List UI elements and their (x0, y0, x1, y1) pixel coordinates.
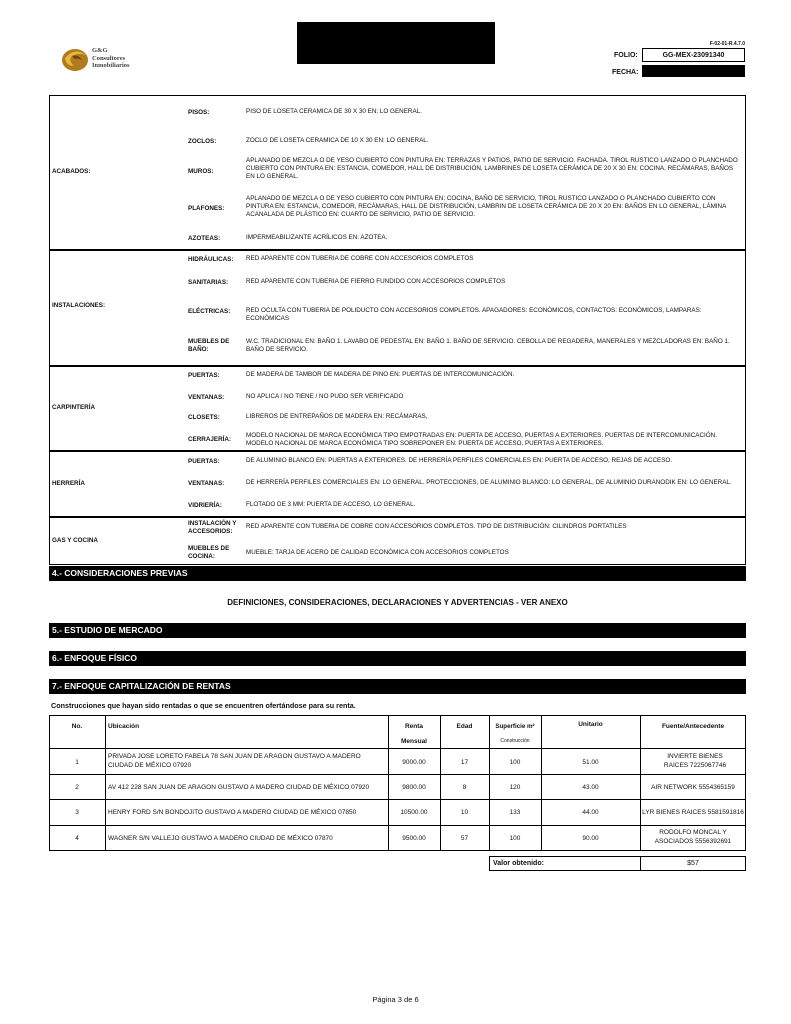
row-unitario: 43.00 (582, 784, 599, 791)
header-unitario: Unitario (578, 721, 603, 728)
row-fuente: AIR NETWORK 5554365159 (651, 784, 735, 791)
label-muebles-bano: MUEBLES DE BAÑO: (188, 338, 230, 353)
value-muros: APLANADO DE MEZCLA O DE YESO CUBIERTO CON PINTURA EN: TERRAZAS Y PATIOS, PATIO DE SERVICIO. FACHADA. TIROL RUSTICO LANZADO O PLANCHADO CUBIERTO CON PINTURA EN: ESTANCIA, COMEDOR, HALL DE DISTRIBUCIÓN, LAMBRINES DE LOSETA CERÁMICA DE 20 X 30 EN: COCINA, RECÁMARAS, BAÑOS EN LO GENERAL. (246, 157, 738, 180)
carpinteria-title: CARPINTERÍA (52, 404, 96, 411)
row-edad: 8 (462, 784, 467, 791)
header-no: No. (71, 723, 83, 730)
label-hidraulicas: HIDRÁULICAS: (188, 256, 234, 263)
label-ventanas-carp: VENTANAS: (188, 394, 225, 401)
section-7-bar: 7.- ENFOQUE CAPITALIZACIÓN DE RENTAS (49, 679, 746, 694)
row-ubicacion: PRIVADA JOSE LORETO FABELA 78 SAN JUAN DE ARAGON GUSTAVO A MADERO CIUDAD DE MÉXICO 07920 (108, 753, 361, 769)
header-superficie: Superficie m² (495, 723, 535, 730)
row-superficie: 100 (509, 759, 521, 766)
row-fuente: RODOLFO MONCAL Y ASOCIADOS 5556392691 (654, 829, 732, 845)
value-azoteas: IMPERMEABILIZANTE ACRÍLICOS EN: AZOTEA. (246, 234, 388, 241)
row-superficie: 120 (509, 784, 521, 791)
value-plafones: APLANADO DE MEZCLA O DE YESO CUBIERTO CON PINTURA EN: COCINA, BAÑO DE SERVICIO, TIROL RUSTICO LANZADO O PLANCHADO CUBIERTO CON PINTURA EN: ESTANCIA, COMEDOR, RECÁMARAS, HALL DE DISTRIBUCIÓN, LAMBRIN DE LOSETA CERÁMICA DE 20 X 20 EN: BAÑOS EN LO GENERAL, LÁMINA ACANALADA DE PLÁSTICO EN: CUARTO DE SERVICIO, PATIO DE SERVICIO. (246, 195, 726, 218)
redacted-title-box (297, 22, 495, 64)
header-renta-mensual: Mensual (400, 738, 427, 745)
label-puertas-carp: PUERTAS: (188, 372, 220, 379)
row-renta: 10500.00 (400, 809, 428, 816)
logo-line-1: G&G (92, 47, 108, 54)
value-puertas-herr: DE ALUMINIO BLANCO EN: PUERTAS A EXTERIORES. DE HERRERÍA PERFILES COMERCIALES EN: PUERTA DE ACCESO, REJAS DE ACCESO. (246, 457, 673, 464)
herreria-title: HERRERÍA (52, 480, 85, 487)
row-renta: 9000.00 (402, 759, 426, 766)
value-sanitarias: RED APARENTE CON TUBERIA DE FIERRO FUNDIDO CON ACCESORIOS COMPLETOS (246, 278, 506, 285)
header-renta: Renta (404, 723, 424, 730)
value-instalacion-accesorios: RED APARENTE CON TUBERIA DE COBRE CON ACCESORIOS COMPLETOS. TIPO DE DISTRIBUCIÓN: CILINDROS PORTATILES (246, 523, 627, 530)
form-code: F-02-01-R.4.7.0 (709, 41, 745, 47)
logo-icon (60, 44, 90, 74)
row-unitario: 44.00 (582, 809, 599, 816)
value-vidrieria: FLOTADO DE 3 MM: PUERTA DE ACCESO, LO GENERAL. (246, 501, 416, 508)
section-4-bar: 4.- CONSIDERACIONES PREVIAS (49, 566, 746, 581)
row-no: 4 (75, 835, 79, 842)
header-construccion: Construcción (500, 738, 530, 744)
valor-obtenido-label: Valor obtenido: (493, 860, 544, 867)
label-pisos: PISOS: (188, 109, 210, 116)
section-5-bar: 5.- ESTUDIO DE MERCADO (49, 623, 746, 638)
value-pisos: PISO DE LOSETA CERAMICA DE 30 X 30 EN: LO GENERAL. (246, 108, 422, 115)
label-azoteas: AZOTEAS: (188, 235, 221, 242)
folio-label: FOLIO: (614, 52, 638, 59)
label-closets: CLOSETS: (188, 414, 220, 421)
value-muebles-cocina: MUEBLE: TARJA DE ACERO DE CALIDAD ECONÓMICA CON ACCESORIOS COMPLETOS (246, 549, 509, 556)
row-no: 1 (75, 759, 79, 766)
row-superficie: 133 (509, 809, 521, 816)
row-ubicacion: AV 412 228 SAN JUAN DE ARAGON GUSTAVO A MADERO CIUDAD DE MÉXICO 07920 (108, 784, 370, 791)
label-vidrieria: VIDRIERÍA: (188, 502, 222, 509)
valor-obtenido-value: $57 (687, 860, 699, 867)
row-edad: 17 (460, 759, 469, 766)
label-plafones: PLAFONES: (188, 205, 225, 212)
label-puertas-herr: PUERTAS: (188, 458, 220, 465)
label-electricas: ELÉCTRICAS: (188, 308, 231, 315)
label-sanitarias: SANITARIAS: (188, 279, 229, 286)
gas-title: GAS Y COCINA (52, 537, 98, 544)
acabados-title: ACABADOS: (52, 168, 91, 175)
section-7-subtitle: Construcciones que hayan sido rentadas o que se encuentren ofertándose para su renta. (51, 701, 356, 710)
value-ventanas-carp: NO APLICA / NO TIENE / NO PUDO SER VERIFICADO (246, 393, 404, 400)
section-6-bar: 6.- ENFOQUE FÍSICO (49, 651, 746, 666)
page-number: Página 3 de 6 (372, 995, 419, 1004)
value-hidraulicas: RED APARENTE CON TUBERIA DE COBRE CON ACCESORIOS COMPLETOS (246, 255, 474, 262)
row-fuente: LYR BIENES RAICES 5581591816 (642, 809, 744, 816)
row-no: 2 (75, 784, 79, 791)
row-ubicacion: HENRY FORD S/N BONDOJITO GUSTAVO A MADERO CIUDAD DE MÉXICO 07850 (108, 809, 357, 816)
value-muebles-bano: W.C. TRADICIONAL EN: BAÑO 1. LAVABO DE PEDESTAL EN: BAÑO 1. BAÑO DE SERVICIO. CEBOLLA DE REGADERA, MANERALES Y MEZCLADORAS EN: BAÑO 1. BAÑO DE SERVICIO. (246, 338, 730, 353)
label-muebles-cocina: MUEBLES DE COCINA: (188, 545, 230, 560)
header-ubicacion: Ubicación (108, 723, 140, 730)
logo (60, 44, 160, 76)
row-renta: 9500.00 (402, 835, 426, 842)
value-electricas: RED OCULTA CON TUBERIA DE POLIDUCTO CON ACCESORIOS COMPLETOS. APAGADORES: ECONÓMICOS, CONTACTOS: ECONÓMICOS, LAMPARAS: ECONÓMICAS (246, 307, 702, 322)
row-edad: 57 (460, 835, 469, 842)
value-ventanas-herr: DE HERRERÍA PERFILES COMERCIALES EN: LO GENERAL. PROTECCIONES, DE ALUMINIO BLANCO: LO GENERAL, DE ALUMINIO DURANODIK EN: LO GENERAL. (246, 479, 732, 486)
row-renta: 9800.00 (402, 784, 426, 791)
label-cerrajeria: CERRAJERÍA: (188, 436, 232, 443)
row-unitario: 90.00 (582, 835, 599, 842)
value-closets: LIBREROS DE ENTREPAÑOS DE MADERA EN: RECÁMARAS, (246, 413, 428, 420)
header-edad: Edad (456, 723, 473, 730)
instalaciones-title: INSTALACIONES: (52, 302, 106, 309)
value-puertas-carp: DE MADERA DE TAMBOR DE MADERA DE PINO EN: PUERTAS DE INTERCOMUNICACIÓN. (246, 371, 515, 378)
label-muros: MUROS: (188, 168, 214, 175)
row-ubicacion: WAGNER S/N VALLEJO GUSTAVO A MADERO CIUDAD DE MÉXICO 07870 (108, 835, 333, 842)
redacted-date (642, 65, 745, 77)
value-cerrajeria: MODELO NACIONAL DE MARCA ECONÓMICA TIPO EMPOTRADAS EN: PUERTA DE ACCESO, PUERTAS A EXTERIORES. PUERTAS DE INTERCOMUNICACIÓN. MODELO NACIONAL DE MARCA ECONÓMICA TIPO SOBREPONER EN: PUERTA DE ACCESO, PUERTAS A EXTERIORES. (246, 432, 717, 447)
header-fuente: Fuente/Antecedente (661, 723, 725, 730)
row-superficie: 100 (509, 835, 521, 842)
folio-value: GG-MEX-23091340 (642, 48, 745, 62)
label-instalacion-accesorios: INSTALACIÓN Y ACCESORIOS: (188, 520, 237, 535)
row-edad: 10 (460, 809, 469, 816)
label-ventanas-herr: VENTANAS: (188, 480, 225, 487)
value-zoclos: ZOCLO DE LOSETA CERAMICA DE 10 X 30 EN: LO GENERAL. (246, 137, 429, 144)
section-4-text: DEFINICIONES, CONSIDERACIONES, DECLARACIONES Y ADVERTENCIAS - VER ANEXO (227, 598, 568, 607)
row-unitario: 51.00 (582, 759, 599, 766)
row-fuente: INVIERTE BIENES RAICES 7225067746 (663, 753, 727, 769)
logo-line-3: Inmobiliarios (92, 62, 130, 69)
fecha-label: FECHA: (612, 69, 639, 76)
logo-line-2: Consultores (92, 54, 126, 62)
label-zoclos: ZOCLOS: (188, 138, 217, 145)
row-no: 3 (75, 809, 79, 816)
